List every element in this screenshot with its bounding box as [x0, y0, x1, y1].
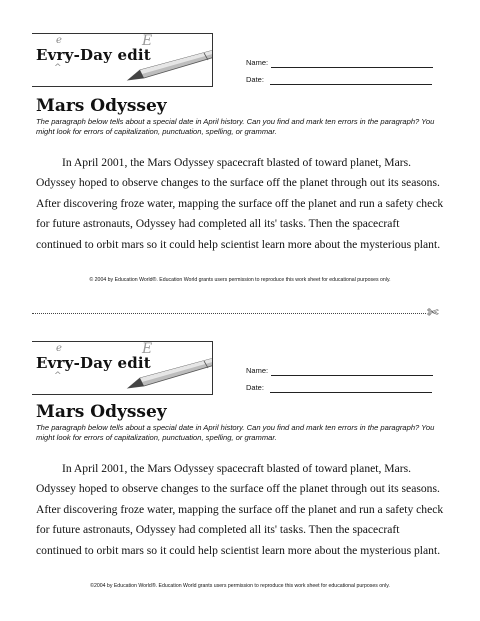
pencil-icon	[124, 48, 213, 84]
date-write-line[interactable]	[270, 392, 432, 393]
logo-text: Evry-Day edit	[36, 46, 151, 64]
everyday-edit-logo	[32, 341, 213, 395]
cut-line	[32, 313, 426, 314]
name-write-line[interactable]	[271, 67, 433, 68]
logo-caret-mark: ^	[54, 63, 62, 73]
passage: In April 2001, the Mars Odyssey spacecraft blasted of toward planet, Mars. Odyssey hoped to observe changes to the surface off the planet through out its seasons. After discovering froze water, mapping the surface off the planet and run a safety check for future astronauts, Odyssey had completed all its' tasks. Then the spacecraft continued to orbit mars so it could help scientist learn more about the mysterious plant.	[36, 462, 444, 557]
worksheet-title: Mars Odyssey	[36, 96, 167, 116]
instructions: The paragraph below tells about a special date in April history. Can you find and mark ten errors in the paragraph? You might look for errors of capitalization, punctuation, spelling, or grammar.	[36, 423, 435, 442]
date-write-line[interactable]	[270, 84, 432, 85]
date-label: Date:	[246, 383, 264, 392]
name-label: Name:	[246, 366, 269, 375]
date-label: Date:	[246, 75, 264, 84]
everyday-edit-logo	[32, 33, 213, 87]
instructions: The paragraph below tells about a special date in April history. Can you find and mark ten errors in the paragraph? You might look for errors of capitalization, punctuation, spelling, or grammar.	[36, 117, 435, 136]
logo-insert-letter: e	[56, 35, 62, 46]
copyright-notice: ©2004 by Education World®. Education World grants users permission to reproduce this work sheet for educational purposes only.	[90, 583, 390, 589]
worksheet-title: Mars Odyssey	[36, 402, 167, 422]
name-label: Name:	[246, 58, 269, 67]
logo-insert-letter-large: E	[142, 341, 153, 357]
pencil-icon	[124, 356, 213, 392]
name-write-line[interactable]	[271, 375, 433, 376]
logo-insert-letter: e	[56, 343, 62, 354]
copyright-notice: © 2004 by Education World®. Education World grants users permission to reproduce this work sheet for educational purposes only.	[89, 277, 391, 283]
logo-text: Evry-Day edit	[36, 354, 151, 372]
passage: In April 2001, the Mars Odyssey spacecraft blasted of toward planet, Mars. Odyssey hoped to observe changes to the surface off the planet through out its seasons. After discovering froze water, mapping the surface off the planet and run a safety check for future astronauts, Odyssey had completed all its' tasks. Then the spacecraft continued to orbit mars so it could help scientist learn more about the mysterious plant.	[36, 156, 444, 251]
logo-caret-mark: ^	[54, 371, 62, 381]
logo-insert-letter-large: E	[142, 33, 153, 49]
scissors-icon: ✄	[427, 305, 439, 321]
